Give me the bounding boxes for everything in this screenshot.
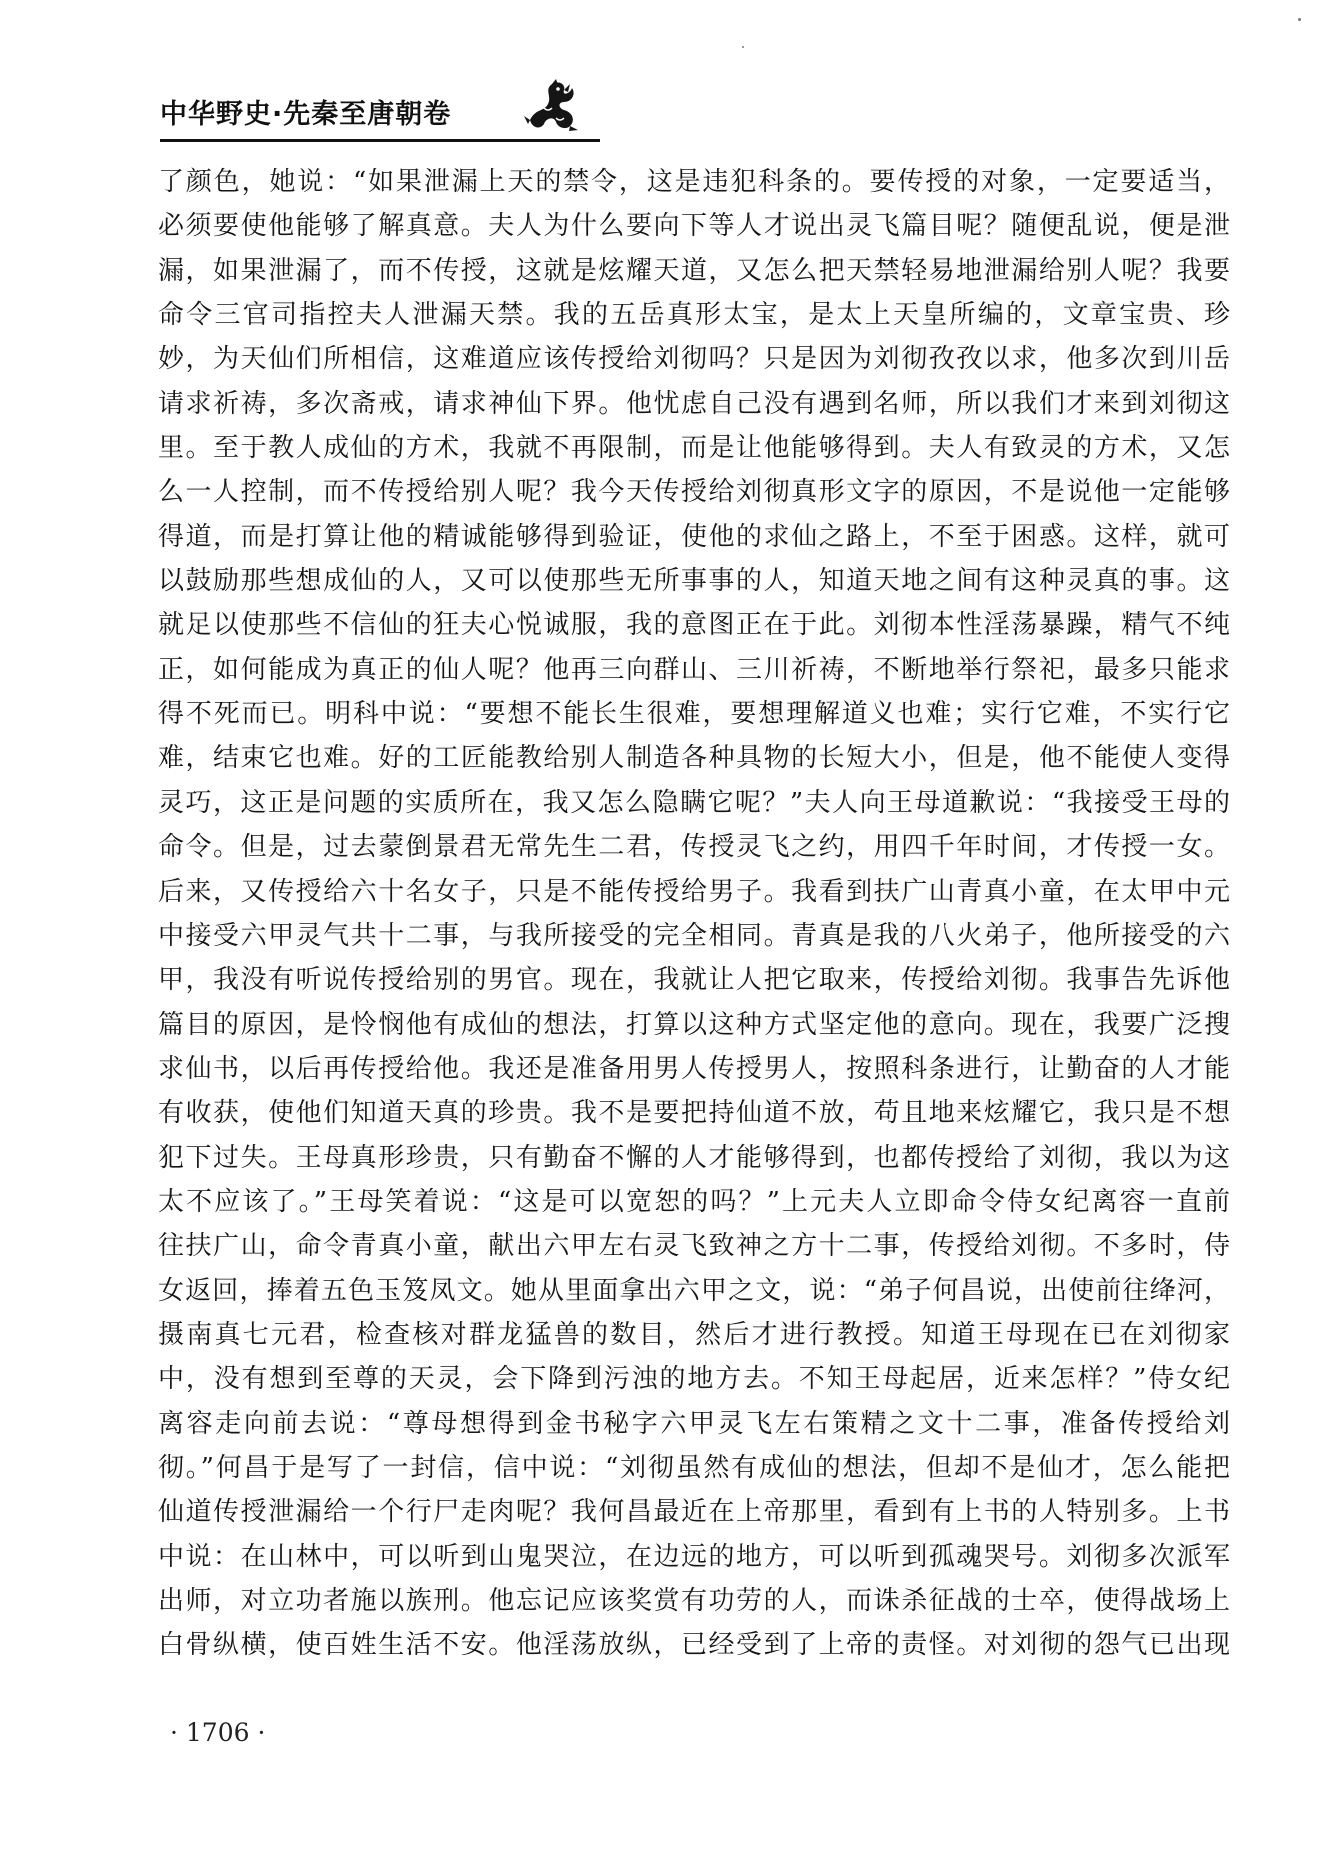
text-line: 后来，又传授给六十名女子，只是不能传授给男子。我看到扶广山青真小童，在太甲中元: [158, 876, 1230, 907]
scan-speck: [1298, 18, 1301, 21]
text-line: 必须要使他能够了解真意。夫人为什么要向下等人才说出灵飞篇目呢？随便乱说，便是泄: [158, 211, 1230, 242]
text-line: 么一人控制，而不传授给别人呢？我今天传授给刘彻真形文字的原因，不是说他一定能够: [158, 477, 1230, 508]
page-number: · 1706 ·: [170, 1718, 266, 1747]
text-line: 了颜色，她说：“如果泄漏上天的禁令，这是违犯科条的。要传授的对象，一定要适当，: [158, 167, 1230, 197]
text-line: 得不死而已。明科中说：“要想不能长生很难，要想理解道义也难；实行它难，不实行它: [158, 699, 1230, 730]
text-line: 白骨纵横，使百姓生活不安。他淫荡放纵，已经受到了上帝的责怪。对刘彻的怨气已出现: [158, 1630, 1230, 1661]
text-line: 灵巧，这正是问题的实质所在，我又怎么隐瞒它呢？”夫人向王母道歉说：“我接受王母的: [158, 787, 1230, 818]
text-line: 往扶广山，命令青真小童，献出六甲左右灵飞致神之方十二事，传授给刘彻。不多时，侍: [158, 1231, 1230, 1262]
text-line: 篇目的原因，是怜悯他有成仙的想法，打算以这种方式坚定他的意向。现在，我要广泛搜: [158, 1009, 1230, 1040]
text-line: 出师，对立功者施以族刑。他忘记应该奖赏有功劳的人，而诛杀征战的士卒，使得战场上: [158, 1586, 1230, 1616]
text-line: 妙，为天仙们所相信，这难道应该传授给刘彻吗？只是因为刘彻孜孜以求，他多次到川岳: [158, 344, 1230, 375]
text-line: 彻。”何昌于是写了一封信，信中说：“刘彻虽然有成仙的想法，但却不是仙才，怎么能把: [158, 1452, 1230, 1483]
text-line: 难，结束它也难。好的工匠能教给别人制造各种具物的长短大小，但是，他不能使人变得: [158, 743, 1230, 774]
text-line: 犯下过失。王母真形珍贵，只有勤奋不懈的人才能够得到，也都传授给了刘彻，我以为这: [158, 1142, 1230, 1173]
body-text: [158, 160, 1230, 1668]
text-line: 仙道传授泄漏给一个行尸走肉呢？我何昌最近在上帝那里，看到有上书的人特别多。上书: [158, 1497, 1230, 1528]
book-title: 中华野史·先秦至唐朝卷: [160, 99, 452, 130]
text-line: 摄南真七元君，检查核对群龙猛兽的数目，然后才进行教授。知道王母现在已在刘彻家: [158, 1319, 1230, 1350]
text-line: 中，没有想到至尊的天灵，会下降到污浊的地方去。不知王母起居，近来怎样？”侍女纪: [158, 1364, 1230, 1395]
header-rule: [160, 139, 600, 142]
text-line: 命令三官司指控夫人泄漏天禁。我的五岳真形太宝，是太上天皇所编的，文章宝贵、珍: [158, 300, 1230, 331]
text-line: 中接受六甲灵气共十二事，与我所接受的完全相同。青真是我的八火弟子，他所接受的六: [158, 920, 1230, 951]
dragon-emblem-icon: [522, 78, 582, 134]
text-line: 离容走向前去说：“尊母想得到金书秘字六甲灵飞左右策精之文十二事，准备传授给刘: [158, 1408, 1230, 1439]
text-line: 里。至于教人成仙的方术，我就不再限制，而是让他能够得到。夫人有致灵的方术，又怎: [158, 433, 1230, 464]
text-line: 得道，而是打算让他的精诚能够得到验证，使他的求仙之路上，不至于困惑。这样，就可: [158, 521, 1230, 552]
running-header: [160, 84, 605, 144]
text-line: 命令。但是，过去蒙倒景君无常先生二君，传授灵飞之约，用四千年时间，才传授一女。: [158, 832, 1230, 863]
text-line: 甲，我没有听说传授给别的男官。现在，我就让人把它取来，传授给刘彻。我事告先诉他: [158, 965, 1230, 996]
text-line: 漏，如果泄漏了，而不传授，这就是炫耀天道，又怎么把天禁轻易地泄漏给别人呢？我要: [158, 255, 1230, 286]
text-line: 正，如何能成为真正的仙人呢？他再三向群山、三川祈祷，不断地举行祭祀，最多只能求: [158, 654, 1230, 685]
text-line: 女返回，捧着五色玉笈凤文。她从里面拿出六甲之文，说：“弟子何昌说，出使前往绛河，: [158, 1275, 1230, 1306]
text-line: 就足以使那些不信仙的狂夫心悦诚服，我的意图正在于此。刘彻本性淫荡暴躁，精气不纯: [158, 610, 1230, 641]
text-line: 求仙书，以后再传授给他。我还是准备用男人传授男人，按照科条进行，让勤奋的人才能: [158, 1053, 1230, 1084]
scan-speck: [742, 46, 744, 48]
text-line: 请求祈祷，多次斋戒，请求神仙下界。他忧虑自己没有遇到名师，所以我们才来到刘彻这: [158, 388, 1230, 419]
text-line: 有收获，使他们知道天真的珍贵。我不是要把持仙道不放，苟且地来炫耀它，我只是不想: [158, 1098, 1230, 1129]
text-line: 以鼓励那些想成仙的人，又可以使那些无所事事的人，知道天地之间有这种灵真的事。这: [158, 566, 1230, 597]
text-line: 中说：在山林中，可以听到山鬼哭泣，在边远的地方，可以听到孤魂哭号。刘彻多次派军: [158, 1541, 1230, 1572]
text-line: 太不应该了。”王母笑着说：“这是可以宽恕的吗？”上元夫人立即命令侍女纪离容一直前: [158, 1186, 1230, 1217]
